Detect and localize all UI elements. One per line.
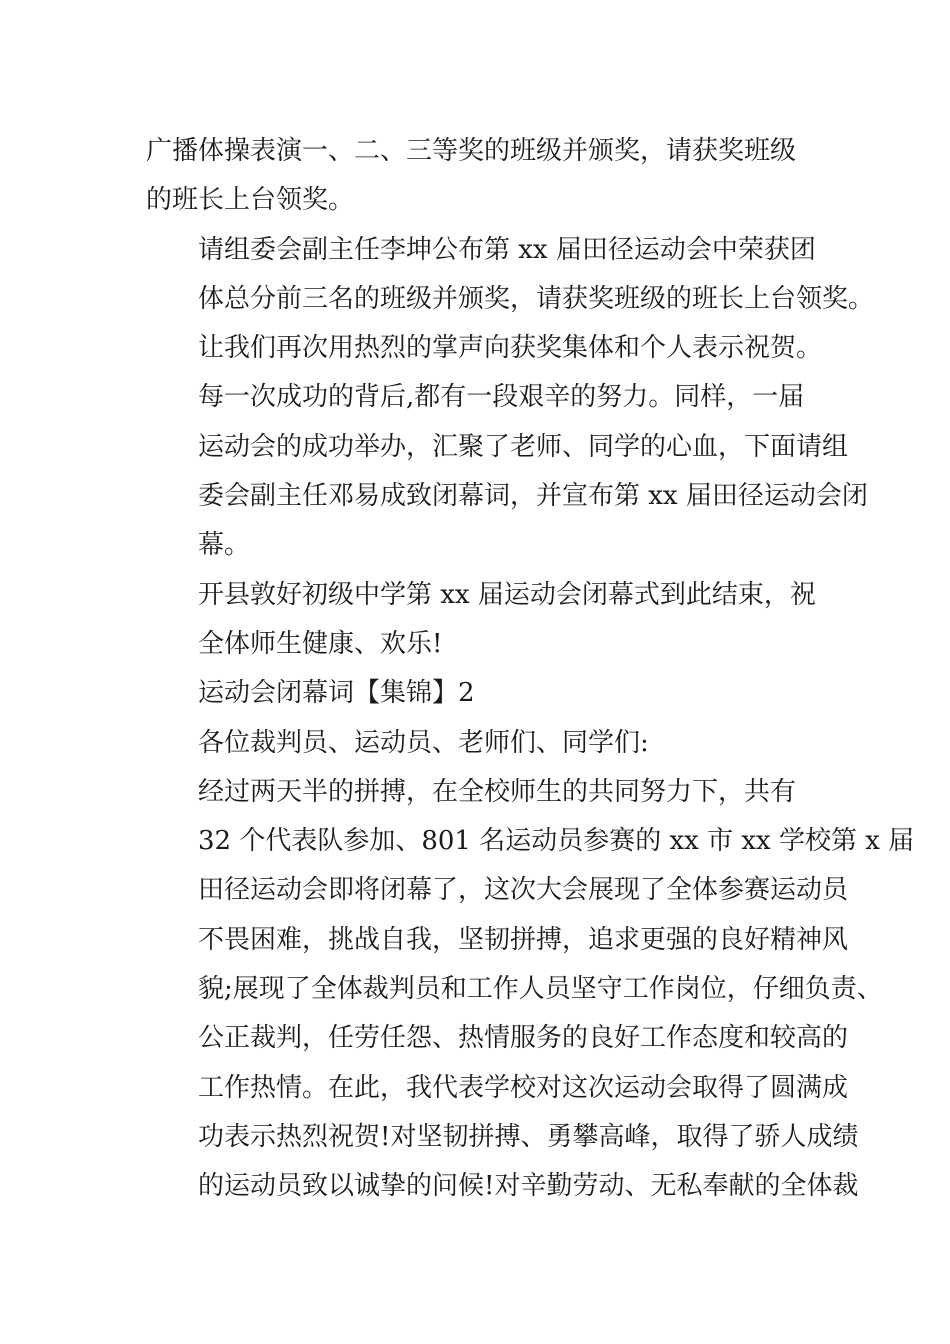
text-line: 工作热情。在此，我代表学校对这次运动会取得了圆满成	[198, 1072, 849, 1103]
text-line: 公正裁判，任劳任怨、热情服务的良好工作态度和较高的	[198, 1023, 849, 1054]
text-line: 请组委会副主任李坤公布第 xx 届田径运动会中荣获团	[198, 234, 816, 265]
paragraph	[146, 324, 836, 373]
text-line: 经过两天半的拼搏，在全校师生的共同努力下，共有	[198, 776, 797, 807]
text-line: 貌;展现了全体裁判员和工作人员坚守工作岗位，仔细负责、	[198, 974, 883, 1005]
text-line: 的班长上台领奖。	[146, 185, 355, 216]
text-line: 每一次成功的背后,都有一段艰辛的努力。同样，一届	[198, 382, 805, 413]
text-line: 各位裁判员、运动员、老师们、同学们:	[198, 727, 649, 758]
text-line: 幕。	[198, 530, 251, 561]
paragraph	[146, 373, 868, 570]
text-line: 全体师生健康、欢乐!	[198, 628, 443, 659]
paragraph	[146, 669, 836, 718]
text-line: 委会副主任邓易成致闭幕词，并宣布第 xx 届田径运动会闭	[198, 481, 868, 512]
text-line: 32 个代表队参加、801 名运动员参赛的 xx 市 xx 学校第 x 届	[198, 826, 915, 857]
text-line: 功表示热烈祝贺!对坚韧拼搏、勇攀高峰，取得了骄人成绩	[198, 1121, 859, 1152]
paragraph	[146, 571, 836, 670]
text-line: 开县敦好初级中学第 xx 届运动会闭幕式到此结束，祝	[198, 579, 816, 610]
document-body	[146, 127, 915, 1212]
text-line: 运动会的成功举办，汇聚了老师、同学的心血，下面请组	[198, 431, 849, 462]
text-line: 运动会闭幕词【集锦】2	[198, 678, 475, 709]
text-line: 体总分前三名的班级并颁奖，请获奖班级的班长上台领奖。	[198, 283, 875, 314]
paragraph	[146, 226, 875, 325]
paragraph	[146, 768, 915, 1212]
text-line: 田径运动会即将闭幕了，这次大会展现了全体参赛运动员	[198, 875, 849, 906]
paragraph	[146, 719, 836, 768]
text-line: 的运动员致以诚挚的问候!对辛勤劳动、无私奉献的全体裁	[198, 1171, 859, 1202]
text-line: 让我们再次用热烈的掌声向获奖集体和个人表示祝贺。	[198, 333, 823, 364]
text-line: 广播体操表演一、二、三等奖的班级并颁奖，请获奖班级	[146, 136, 797, 166]
paragraph	[146, 127, 836, 226]
text-line: 不畏困难，挑战自我，坚韧拼搏，追求更强的良好精神风	[198, 924, 849, 955]
